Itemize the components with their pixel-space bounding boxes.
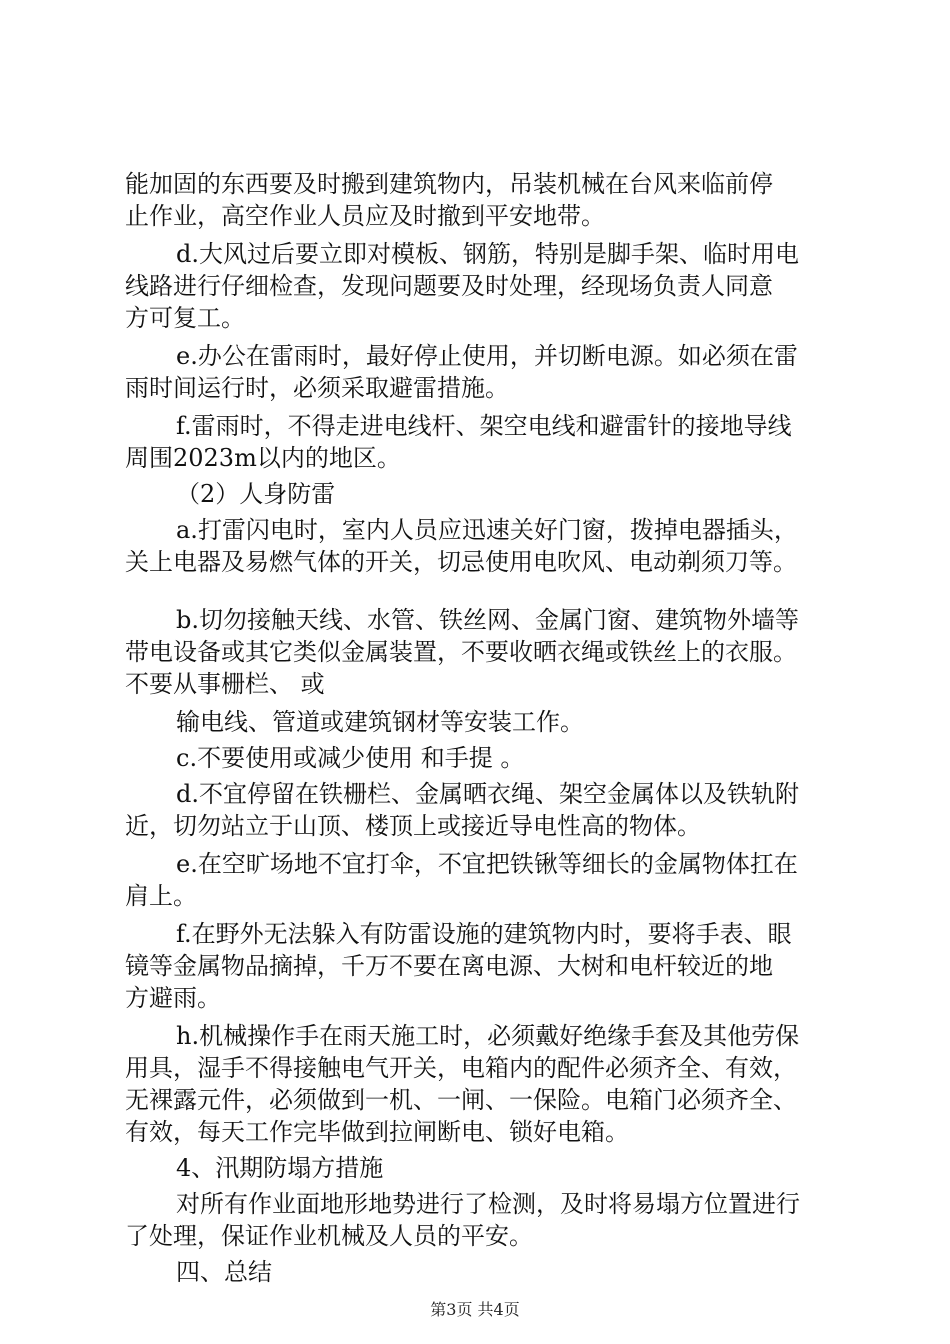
text-line-3: d.大风过后要立即对模板、钢筋，特别是脚手架、临时用电	[176, 240, 799, 268]
text-line-9: 周围2023m以内的地区。	[125, 444, 401, 472]
text-line-18: d.不宜停留在铁栅栏、金属晒衣绳、架空金属体以及铁轨附	[176, 780, 799, 808]
text-line-32: 四、总结	[176, 1258, 272, 1286]
page-footer: 第3页 共4页	[430, 1300, 520, 1319]
text-line-19: 近，切勿站立于山顶、楼顶上或接近导电性高的物体。	[125, 812, 701, 840]
text-line-17: c.不要使用或减少使用 和手提 。	[176, 744, 525, 772]
text-line-25: h.机械操作手在雨天施工时，必须戴好绝缘手套及其他劳保	[176, 1022, 800, 1050]
text-line-29: 4、汛期防塌方措施	[176, 1154, 384, 1182]
text-line-24: 方避雨。	[125, 984, 221, 1012]
text-line-14: 带电设备或其它类似金属装置，不要收晒衣绳或铁丝上的衣服。	[125, 638, 797, 666]
text-line-8: f.雷雨时，不得走进电线杆、架空电线和避雷针的接地导线	[176, 412, 792, 440]
text-line-26: 用具，湿手不得接触电气开关，电箱内的配件必须齐全、有效，	[125, 1054, 797, 1082]
text-line-30: 对所有作业面地形地势进行了检测，及时将易塌方位置进行	[176, 1190, 800, 1218]
text-line-31: 了处理，保证作业机械及人员的平安。	[125, 1222, 533, 1250]
text-line-11: a.打雷闪电时，室内人员应迅速关好门窗，拨掉电器插头，	[176, 516, 798, 544]
text-line-21: 肩上。	[125, 882, 197, 910]
text-line-5: 方可复工。	[125, 304, 245, 332]
text-line-22: f.在野外无法躲入有防雷设施的建筑物内时，要将手表、眼	[176, 920, 792, 948]
text-line-16: 输电线、管道或建筑钢材等安装工作。	[176, 708, 584, 736]
text-line-7: 雨时间运行时，必须采取避雷措施。	[125, 374, 509, 402]
text-line-23: 镜等金属物品摘掉，千万不要在离电源、大树和电杆较近的地	[125, 952, 773, 980]
text-line-4: 线路进行仔细检查，发现问题要及时处理，经现场负责人同意	[125, 272, 773, 300]
text-line-27: 无裸露元件，必须做到一机、一闸、一保险。电箱门必须齐全、	[125, 1086, 797, 1114]
text-line-28: 有效，每天工作完毕做到拉闸断电、锁好电箱。	[125, 1118, 629, 1146]
text-line-12: 关上电器及易燃气体的开关，切忌使用电吹风、电动剃须刀等。	[125, 548, 797, 576]
text-line-13: b.切勿接触天线、水管、铁丝网、金属门窗、建筑物外墙等	[176, 606, 799, 634]
text-line-1: 能加固的东西要及时搬到建筑物内，吊装机械在台风来临前停	[125, 170, 773, 198]
text-line-6: e.办公在雷雨时，最好停止使用，并切断电源。如必须在雷	[176, 342, 798, 370]
text-line-10: （2）人身防雷	[176, 480, 336, 508]
text-line-20: e.在空旷场地不宜打伞，不宜把铁锹等细长的金属物体扛在	[176, 850, 798, 878]
text-line-2: 止作业，高空作业人员应及时撤到平安地带。	[125, 202, 605, 230]
text-line-15: 不要从事栅栏、 或	[125, 670, 325, 698]
